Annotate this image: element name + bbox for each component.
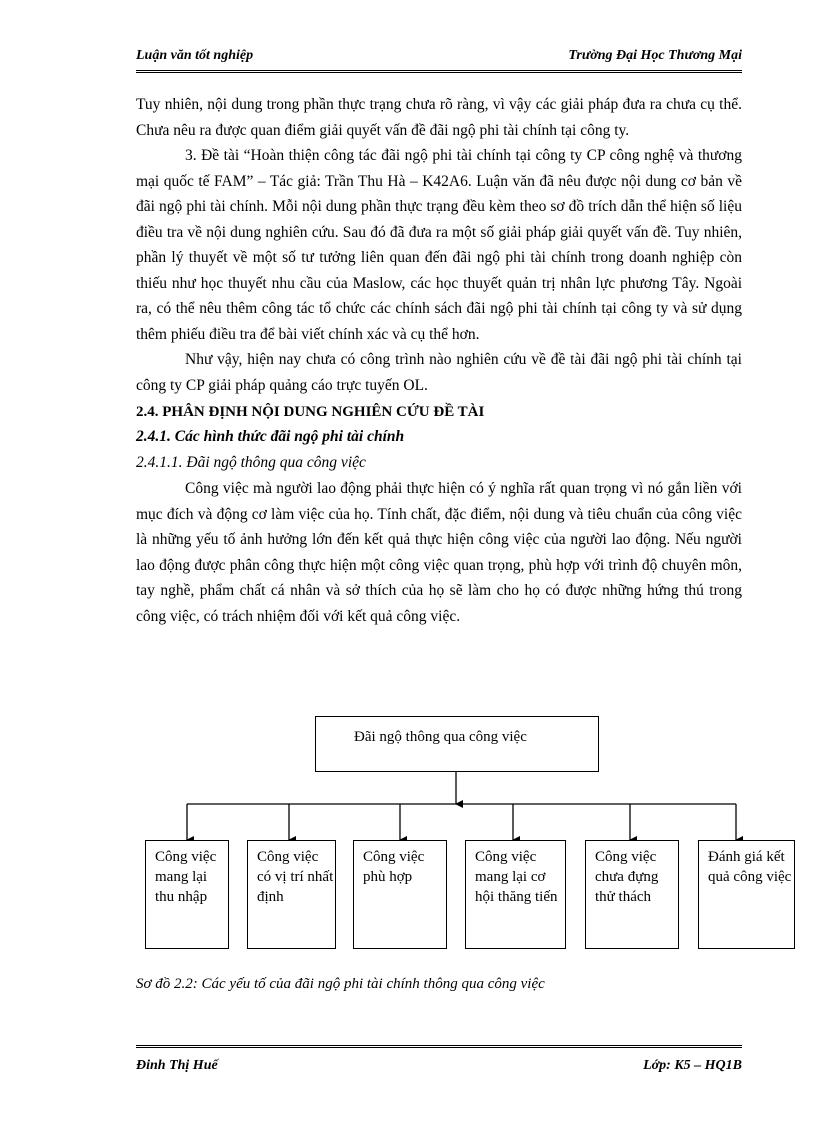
paragraph-1: Tuy nhiên, nội dung trong phần thực trạng chưa rõ ràng, vì vậy các giải pháp đưa ra chưa cụ thể. Chưa nêu ra được quan điểm giải quyết vấn đề đãi ngộ phi tài chính tại công ty.: [136, 96, 742, 139]
diagram-child-box-6: Đánh giá kết quả công việc: [698, 840, 795, 949]
paragraph-2: 3. Đề tài “Hoàn thiện công tác đãi ngộ phi tài chính tại công ty CP công nghệ và thương mại quốc tế FAM” – Tác giả: Trần Thu Hà – K42A6. Luận văn đã nêu được nội dung cơ bản về đãi ngộ phi tài chính. Mỗi nội dung phần thực trạng đều kèm theo sơ đồ trích dẫn thể hiện số liệu điều tra về nội dung nghiên cứu. Sau đó đã đưa ra một số giải pháp giải quyết vấn đề. Tuy nhiên, phần lý thuyết về một số tư tưởng liên quan đến đãi ngộ phi tài chính trong doanh nghiệp còn thiếu như học thuyết nhu cầu của Maslow, các học thuyết quản trị nhân lực phương Tây. Ngoài ra, có thể nêu thêm công tác tổ chức các chính sách đãi ngộ phi tài chính tại công ty và sử dụng thêm phiếu điều tra để bài viết chính xác và cụ thể hơn.: [136, 147, 742, 343]
diagram-child-box-5: Công việc chưa đựng thử thách: [585, 840, 679, 949]
header-university-name: Trường Đại Học Thương Mại: [568, 48, 742, 63]
diagram-child-box-3: Công việc phù hợp: [353, 840, 447, 949]
diagram-caption: Sơ đồ 2.2: Các yếu tố của đãi ngộ phi tài chính thông qua công việc: [136, 976, 545, 992]
subsubsection-heading: 2.4.1.1. Đãi ngộ thông qua công việc: [136, 454, 366, 471]
diagram-child-box-2: Công việc có vị trí nhất định: [247, 840, 336, 949]
section-heading: 2.4. PHÂN ĐỊNH NỘI DUNG NGHIÊN CỨU ĐỀ TÀI: [136, 404, 485, 420]
diagram-child-box-1: Công việc mang lại thu nhập: [145, 840, 229, 949]
body-paragraph: Công việc mà người lao động phải thực hiện có ý nghĩa rất quan trọng vì nó gắn liền với mục đích và động cơ làm việc của họ. Tính chất, đặc điểm, nội dung và tiêu chuẩn của công việc là những yếu tố ảnh hưởng lớn đến kết quả thực hiện công việc của người lao động. Nếu người lao động được phân công thực hiện một công việc quan trọng, phù hợp với trình độ chuyên môn, tay nghề, phẩm chất cá nhân và sở thích của họ sẽ làm cho họ có được những hứng thú trong công việc, có trách nhiệm đối với kết quả công việc.: [136, 480, 742, 625]
page-footer: [136, 1045, 742, 1078]
diagram-child-box-4: Công việc mang lại cơ hội thăng tiến: [465, 840, 566, 949]
diagram-root-box: Đãi ngộ thông qua công việc: [315, 716, 599, 772]
subsection-heading: 2.4.1. Các hình thức đãi ngộ phi tài chính: [136, 428, 405, 445]
header-thesis-label: Luận văn tốt nghiệp: [136, 48, 254, 63]
paragraph-3: Như vậy, hiện nay chưa có công trình nào nghiên cứu về đề tài đãi ngộ phi tài chính tại công ty CP giải pháp quảng cáo trực tuyến OL.: [136, 351, 742, 394]
footer-class: Lớp: K5 – HQ1B: [643, 1058, 742, 1073]
footer-author: Đinh Thị Huế: [136, 1058, 218, 1073]
